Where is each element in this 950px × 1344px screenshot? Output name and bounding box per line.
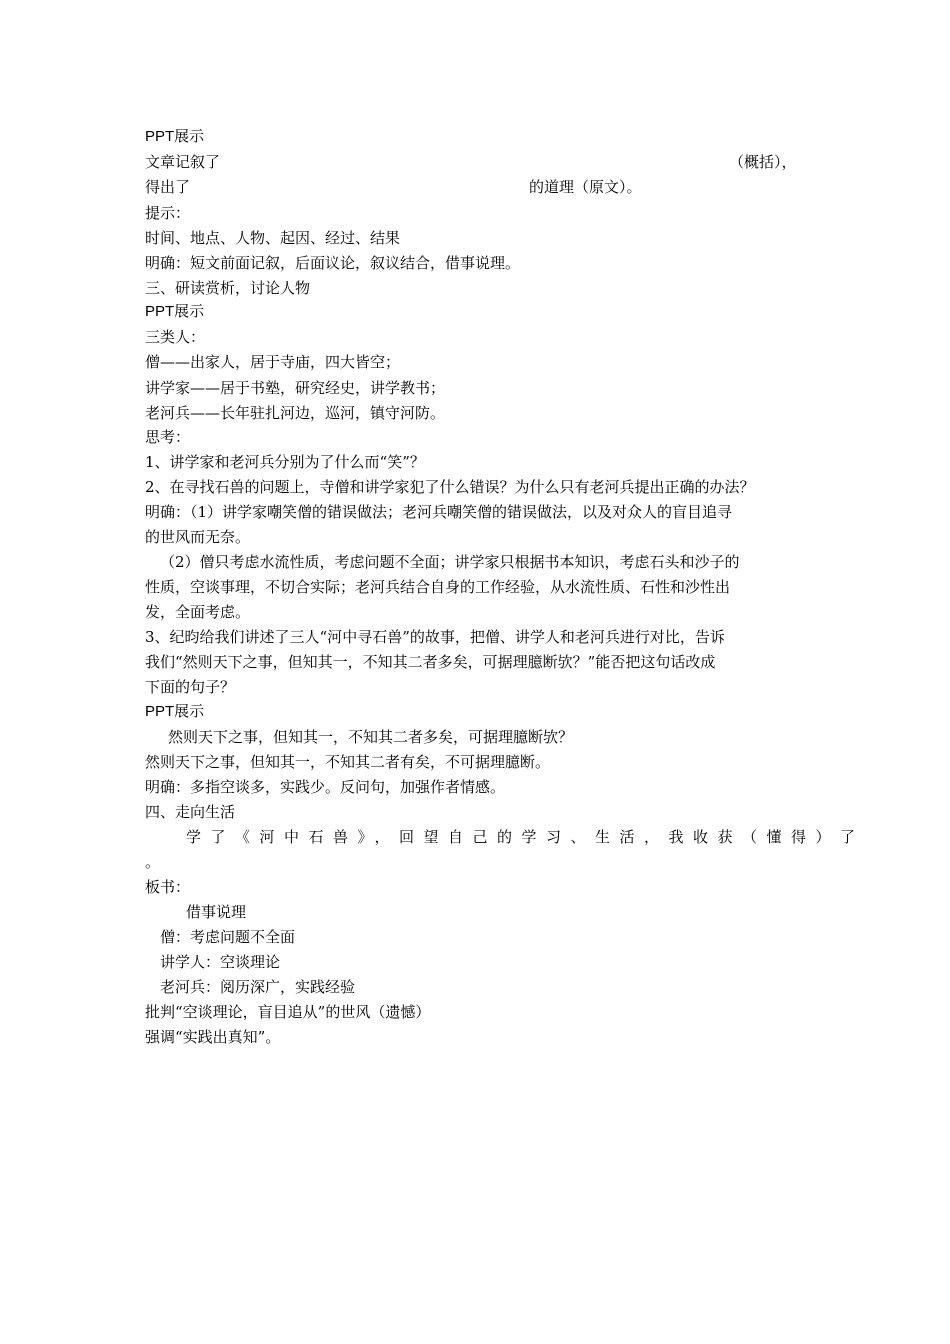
life-reflection-end: 。	[145, 853, 161, 871]
three-types-heading: 三类人：	[145, 328, 206, 346]
board-heading: 板书：	[145, 878, 191, 896]
summary-prompt-end: （概括），	[729, 153, 797, 171]
summary-prompt: 文章记叙了	[145, 153, 221, 171]
soldier-description: 老河兵——长年驻扎河边，巡河，镇守河防。	[145, 404, 446, 422]
question-2: 2、在寻找石兽的问题上，寺僧和讲学家犯了什么错误？为什么只有老河兵提出正确的办法？	[145, 478, 755, 496]
answer-2-line-3: 发，全面考虑。	[145, 603, 251, 621]
question-3-line-2: 我们“然则天下之事，但知其一，不知其二者多矣，可据理臆断欤？”能否把这句话改成	[145, 653, 716, 671]
hint-items: 时间、地点、人物、起因、经过、结果	[145, 229, 401, 247]
emphasis-line: 强调“实践出真知”。	[145, 1028, 281, 1046]
answer-1-line-1: 明确：（1）讲学家嘲笑僧的错误做法；老河兵嘲笑僧的错误做法，以及对众人的盲目追寻	[145, 503, 733, 521]
ppt-label: PPT展示	[145, 703, 205, 720]
rewritten-sentence: 然则天下之事，但知其一，不知其二者有矣，不可据理臆断。	[145, 753, 551, 771]
board-title: 借事说理	[186, 903, 247, 921]
question-1: 1、讲学家和老河兵分别为了什么而“笑”？	[145, 453, 425, 471]
board-scholar: 讲学人：空谈理论	[160, 953, 281, 971]
criticism-line: 批判“空谈理论，盲目追从”的世风（遗憾）	[145, 1003, 431, 1021]
section-heading-4: 四、走向生活	[145, 803, 236, 821]
clarification-1: 明确：短文前面记叙，后面议论，叙议结合，借事说理。	[145, 254, 521, 272]
monk-description: 僧——出家人，居于寺庙，四大皆空；	[145, 353, 401, 371]
conclusion-prompt-end: 的道理（原文）。	[529, 178, 642, 196]
think-heading: 思考：	[145, 428, 191, 446]
original-sentence: 然则天下之事，但知其一，不知其二者多矣，可据理臆断欤？	[168, 728, 574, 746]
question-3-line-1: 3、纪昀给我们讲述了三人“河中寻石兽”的故事，把僧、讲学人和老河兵进行对比，告诉	[145, 628, 725, 646]
board-monk: 僧：考虑问题不全面	[160, 928, 296, 946]
conclusion-prompt: 得出了	[145, 178, 191, 196]
question-3-line-3: 下面的句子？	[145, 678, 236, 696]
answer-1-line-2: 的世风而无奈。	[145, 528, 251, 546]
clarification-3: 明确：多指空谈多，实践少。反问句，加强作者情感。	[145, 778, 506, 796]
board-soldier: 老河兵：阅历深广，实践经验	[160, 978, 356, 996]
section-heading-3: 三、研读赏析，讨论人物	[145, 279, 311, 297]
ppt-label: PPT展示	[145, 128, 205, 145]
scholar-description: 讲学家——居于书塾，研究经史，讲学教书；	[145, 379, 446, 397]
answer-2-line-2: 性质，空谈事理，不切合实际；老河兵结合自身的工作经验，从水流性质、石性和沙性出	[145, 578, 731, 596]
hint-heading: 提示：	[145, 204, 191, 222]
answer-2-line-1: （2）僧只考虑水流性质，考虑问题不全面；讲学家只根据书本知识，考虑石头和沙子的	[160, 553, 740, 571]
ppt-label: PPT展示	[145, 303, 205, 320]
life-reflection-prompt: 学了《河中石兽》，回望自己的学习、生活，我收获（懂得）了	[186, 828, 865, 846]
